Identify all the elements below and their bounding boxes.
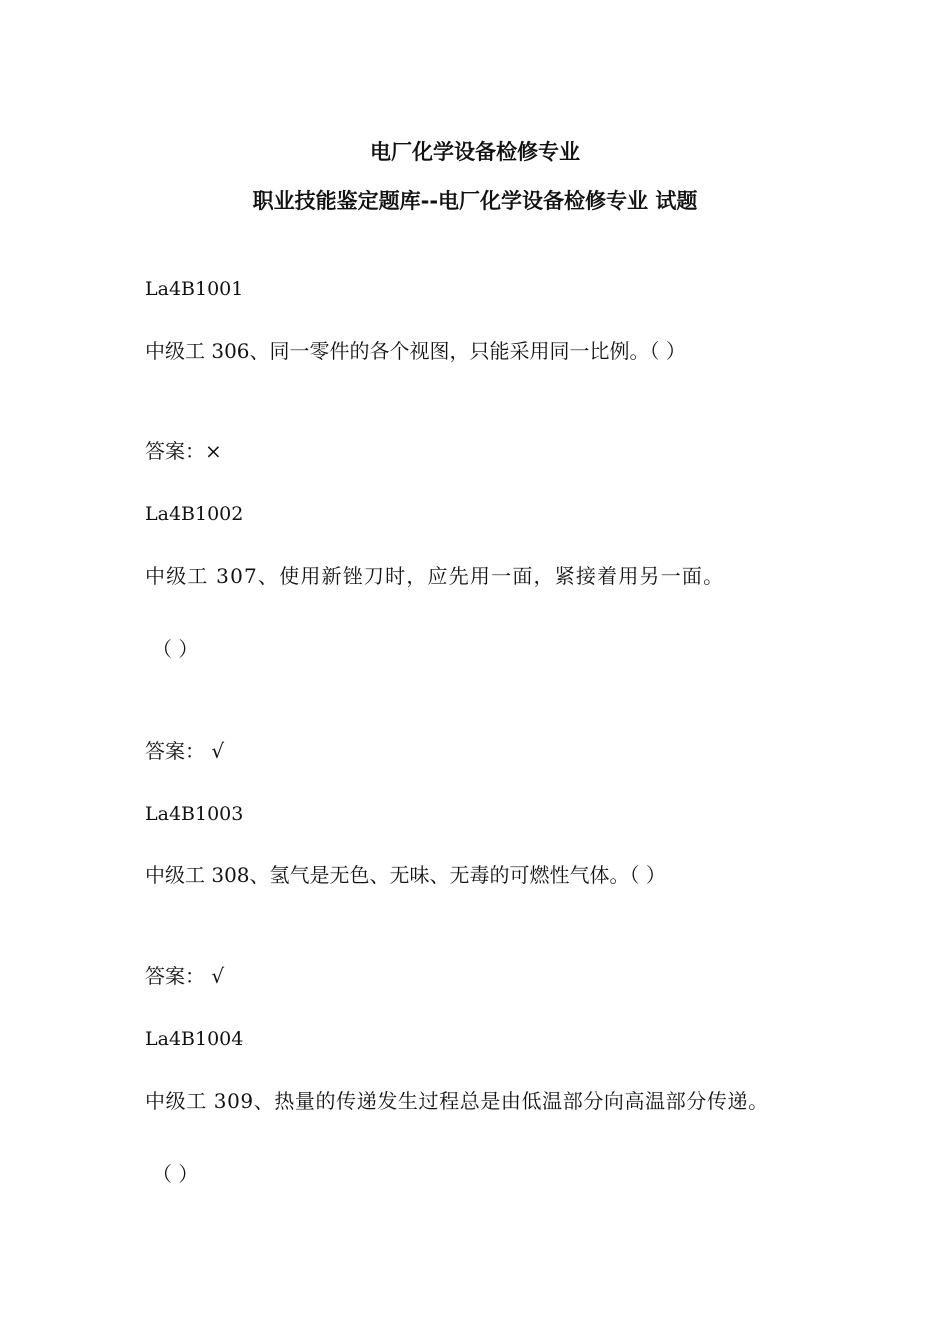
question-text: 中级工 307、使用新锉刀时，应先用一面，紧接着用另一面。 xyxy=(145,564,725,588)
answer-blank: （ ） xyxy=(152,637,199,661)
question-code: La4B1003 xyxy=(145,803,244,825)
answer-text: 答案： √ xyxy=(145,739,225,763)
answer-text: 答案： √ xyxy=(145,964,225,988)
question-text: 中级工 306、同一零件的各个视图，只能采用同一比例。（ ） xyxy=(145,339,686,363)
document-subtitle: 职业技能鉴定题库--电厂化学设备检修专业 试题 xyxy=(252,189,698,213)
answer-text: 答案：× xyxy=(145,439,222,463)
question-code: La4B1004 xyxy=(145,1028,244,1050)
question-text: 中级工 308、氢气是无色、无味、无毒的可燃性气体。（ ） xyxy=(145,863,666,887)
question-text: 中级工 309、热量的传递发生过程总是由低温部分向高温部分传递。 xyxy=(145,1089,769,1113)
document-title: 电厂化学设备检修专业 xyxy=(370,140,580,164)
question-code: La4B1001 xyxy=(145,278,244,300)
question-code: La4B1002 xyxy=(145,503,244,525)
answer-blank: （ ） xyxy=(152,1162,199,1186)
